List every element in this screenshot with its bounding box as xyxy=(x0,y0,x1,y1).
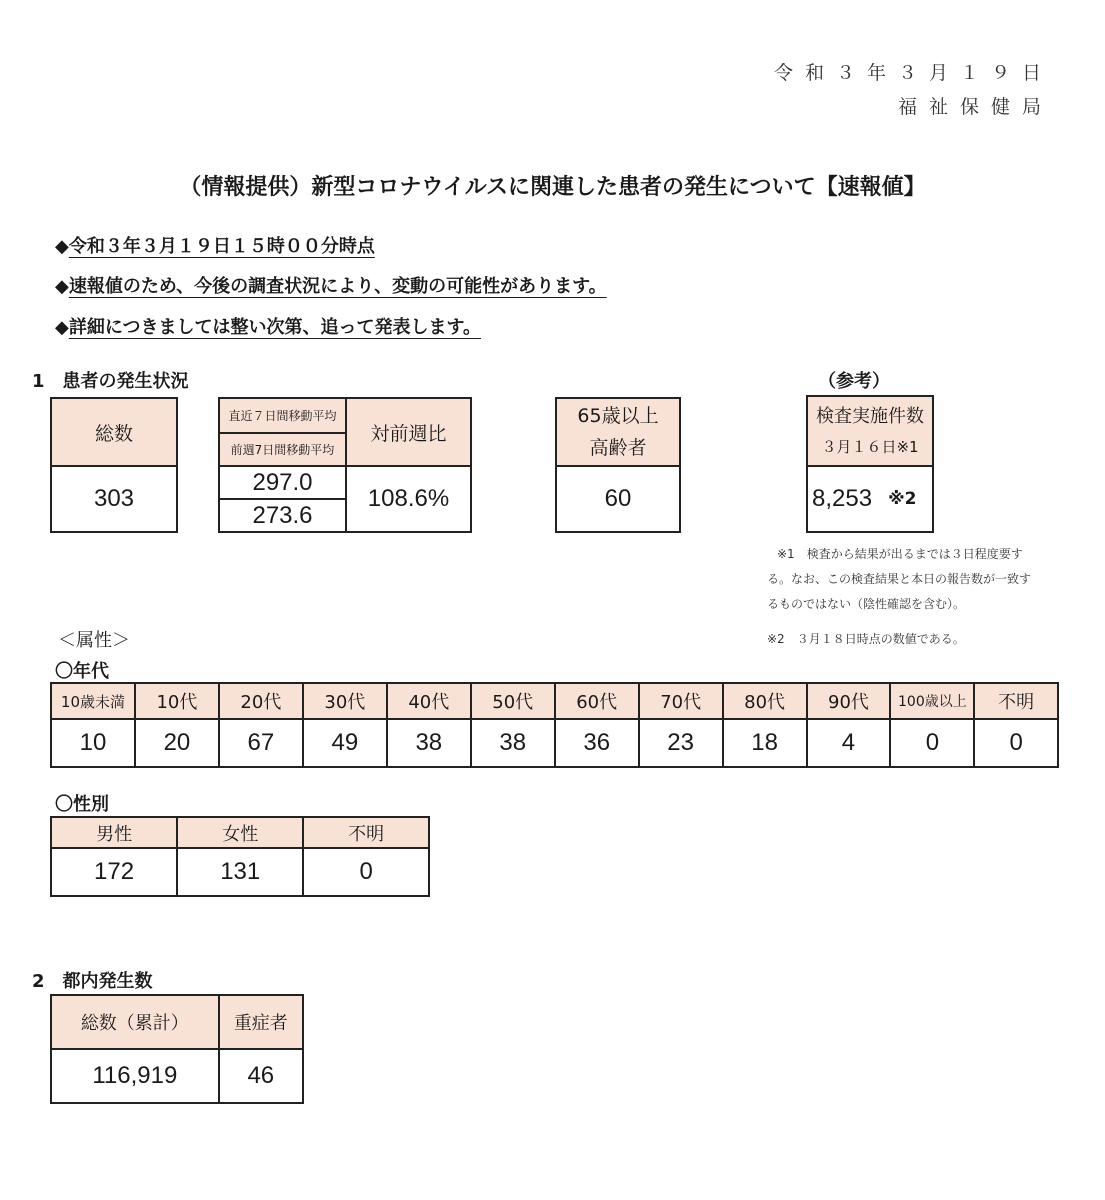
tests-value-note: ※2 xyxy=(888,489,917,509)
cumulative-value-row xyxy=(51,1049,303,1103)
tests-label-line2: ３月１６日※1 xyxy=(821,438,919,456)
severe-label: 重症者 xyxy=(219,995,303,1049)
total-box xyxy=(50,397,178,533)
age-heading: 〇年代 xyxy=(55,661,109,682)
bullet-item: ◆令和３年３月１９日１５時００分時点 xyxy=(55,236,375,257)
age-value: 49 xyxy=(303,719,387,767)
age-label: 10代 xyxy=(135,683,219,719)
report-date: 令和３年３月１９日 xyxy=(773,62,1053,84)
sex-label: 男性 xyxy=(51,817,177,848)
ratio-label: 対前週比 xyxy=(345,399,470,465)
sex-table xyxy=(50,816,430,897)
age-label: 40代 xyxy=(387,683,471,719)
elderly-value: 60 xyxy=(557,465,679,531)
tests-box xyxy=(806,395,934,533)
reference-heading: （参考） xyxy=(818,371,890,392)
recent-avg-label: 直近７日間移動平均 xyxy=(220,399,345,432)
age-table xyxy=(50,682,1059,768)
age-label: 20代 xyxy=(219,683,303,719)
cumulative-table xyxy=(50,994,304,1104)
age-label: 90代 xyxy=(807,683,891,719)
footnote-1-line2: る。なお、この検査結果と本日の報告数が一致す xyxy=(767,572,1032,586)
cumulative-header-row xyxy=(51,995,303,1049)
age-value: 0 xyxy=(974,719,1058,767)
ratio-value: 108.6% xyxy=(345,465,470,531)
age-label: 10歳未満 xyxy=(51,683,135,719)
age-label: 100歳以上 xyxy=(890,683,974,719)
section2-heading: 2 都内発生数 xyxy=(32,971,153,992)
severe-value: 46 xyxy=(219,1049,303,1103)
sex-label: 女性 xyxy=(177,817,303,848)
footnote-1 xyxy=(767,542,1067,617)
section1-heading: 1 患者の発生状況 xyxy=(32,371,189,392)
elderly-box xyxy=(555,397,681,533)
age-label: 60代 xyxy=(555,683,639,719)
attributes-heading: ＜属性＞ xyxy=(58,630,130,651)
tests-value-cell xyxy=(808,465,932,531)
age-label: 50代 xyxy=(471,683,555,719)
age-value: 67 xyxy=(219,719,303,767)
page-title: （情報提供）新型コロナウイルスに関連した患者の発生について【速報値】 xyxy=(179,175,926,200)
age-value: 10 xyxy=(51,719,135,767)
bullet-item: ◆速報値のため、今後の調査状況により、変動の可能性があります。 xyxy=(55,276,607,297)
age-value: 0 xyxy=(890,719,974,767)
sex-label: 不明 xyxy=(303,817,429,848)
department-name: 福祉保健局 xyxy=(897,96,1053,118)
bullet-text: 速報値のため、今後の調査状況により、変動の可能性があります。 xyxy=(68,276,607,297)
footnote-1-line3: るものではない（陰性確認を含む）。 xyxy=(767,597,966,611)
age-label: 不明 xyxy=(974,683,1058,719)
sex-heading: 〇性別 xyxy=(55,794,109,815)
age-value: 20 xyxy=(135,719,219,767)
prev-avg-label: 前週7日間移動平均 xyxy=(220,432,345,465)
elderly-label-line2: 高齢者 xyxy=(589,437,647,459)
age-value: 38 xyxy=(471,719,555,767)
moving-average-box xyxy=(218,397,472,533)
age-label: 70代 xyxy=(639,683,723,719)
age-value-row xyxy=(51,719,1058,767)
tests-value: 8,253 xyxy=(812,485,873,512)
sex-value: 172 xyxy=(51,848,177,896)
bullet-text: 令和３年３月１９日１５時００分時点 xyxy=(68,236,375,257)
elderly-label-line1: 65歳以上 xyxy=(577,405,659,427)
footnote-1-line1: ※1 検査から結果が出るまでは３日程度要す xyxy=(777,547,1023,561)
age-value: 36 xyxy=(555,719,639,767)
cumulative-value: 116,919 xyxy=(51,1049,219,1103)
prev-avg-value: 273.6 xyxy=(220,498,345,531)
age-value: 4 xyxy=(807,719,891,767)
cumulative-label: 総数（累計） xyxy=(51,995,219,1049)
bullet-item: ◆詳細につきましては整い次第、追って発表します。 xyxy=(55,317,482,338)
tests-label-line1: 検査実施件数 xyxy=(816,406,924,427)
tests-label xyxy=(808,397,932,465)
elderly-label xyxy=(557,399,679,465)
sex-value: 0 xyxy=(303,848,429,896)
age-value: 18 xyxy=(723,719,807,767)
age-header-row xyxy=(51,683,1058,719)
recent-avg-value: 297.0 xyxy=(220,465,345,498)
age-value: 38 xyxy=(387,719,471,767)
sex-value: 131 xyxy=(177,848,303,896)
sex-header-row xyxy=(51,817,429,848)
sex-value-row xyxy=(51,848,429,896)
total-label: 総数 xyxy=(52,399,176,465)
age-label: 30代 xyxy=(303,683,387,719)
age-value: 23 xyxy=(639,719,723,767)
age-label: 80代 xyxy=(723,683,807,719)
bullet-text: 詳細につきましては整い次第、追って発表します。 xyxy=(68,317,482,338)
total-value: 303 xyxy=(52,465,176,531)
footnote-2: ※2 ３月１８日時点の数値である。 xyxy=(767,632,965,646)
